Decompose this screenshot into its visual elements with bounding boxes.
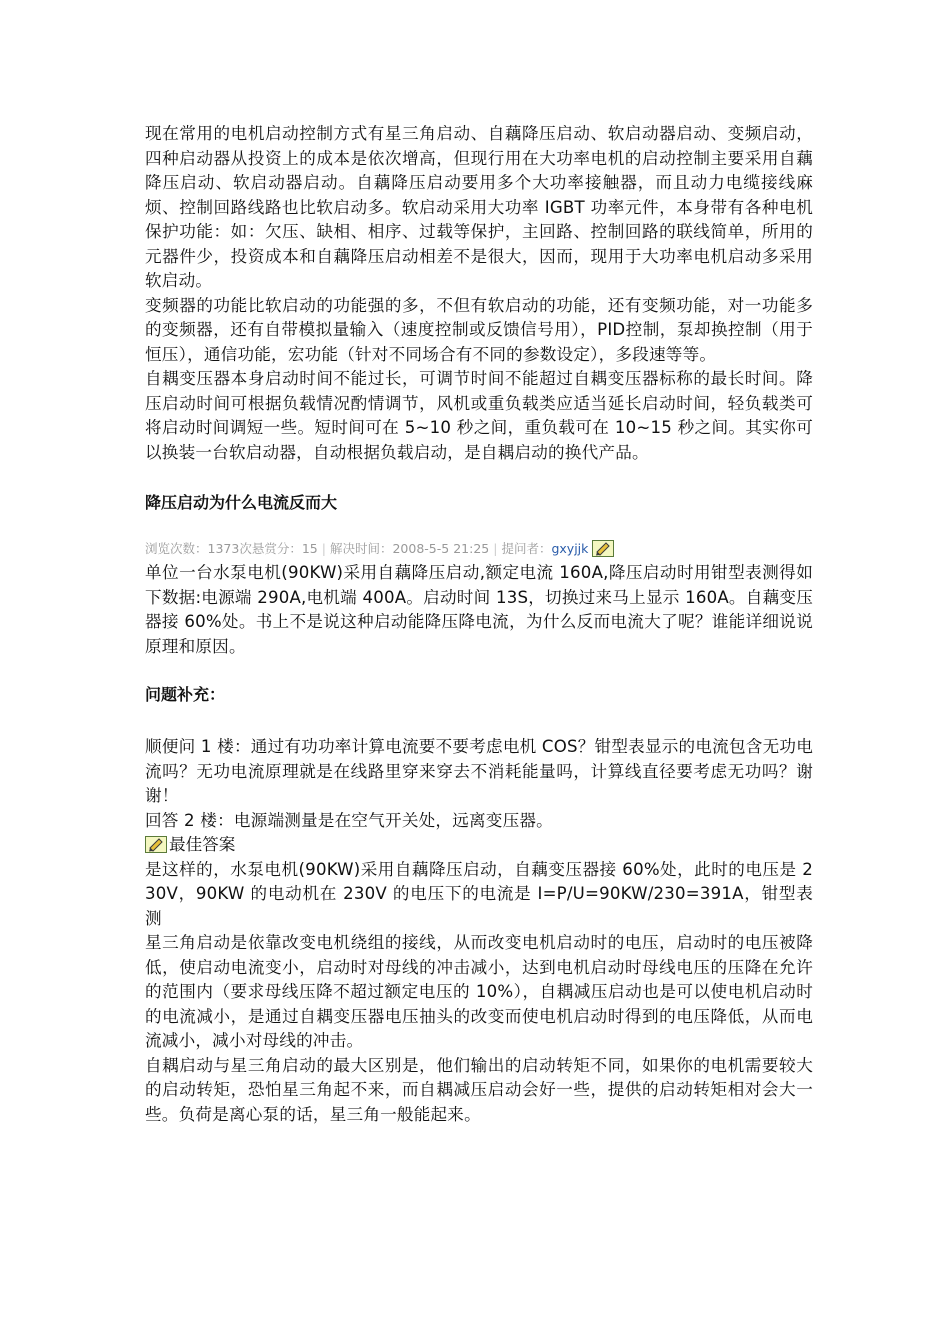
intro-paragraph: 自耦变压器本身启动时间不能过长，可调节时间不能超过自耦变压器标称的最长时间。降压启动时间可根据负载情况酌情调节，风机或重负载类应适当延长启动时间，轻负载类可将启动时间调短一些。短时间可在 5~10 秒之间，重负载可在 10~15 秒之间。其实你可以换装一台软启动器，自动根据负载启动，是自耦启动的换代产品。 xyxy=(145,369,813,462)
answer-paragraph: 是这样的，水泵电机(90KW)采用自藕降压启动，自藕变压器接 60%处，此时的电压是 230V，90KW 的电动机在 230V 的电压下的电流是 I=P/U=90KW/230=391A，钳型表测 xyxy=(145,859,813,928)
intro-section xyxy=(145,122,813,465)
views-label: 浏览次数： xyxy=(145,541,208,556)
intro-paragraph: 变频器的功能比软启动的功能强的多，不但有软启动的功能，还有变频功能，对一功能多的变频器，还有自带模拟量输入（速度控制或反馈信号用），PID控制，泵却换控制（用于恒压），通信功能，宏功能（针对不同场合有不同的参数设定），多段速等等。 xyxy=(145,295,813,364)
supplement-paragraph: 回答 2 楼：电源端测量是在空气开关处，远离变压器。 xyxy=(145,810,553,830)
reward-value: 15 xyxy=(301,541,318,556)
intro-paragraph: 现在常用的电机启动控制方式有星三角启动、自藕降压启动、软启动器启动、变频启动，四种启动器从投资上的成本是依次增高，但现行用在大功率电机的启动控制主要采用自藕降压启动、软启动器启动。自藕降压启动要用多个大功率接触器，而且动力电缆接线麻烦、控制回路线路也比软启动多。软启动采用大功率 IGBT 功率元件，本身带有各种电机保护功能：如：欠压、缺相、相序、过载等保护，主回路、控制回路的联线简单，所用的元器件少，投资成本和自藕降压启动相差不是很大，因而，现用于大功率电机启动多采用软启动。 xyxy=(145,124,813,290)
question-title: 降压启动为什么电流反而大 xyxy=(145,493,338,512)
answer-paragraph: 星三角启动是依靠改变电机绕组的接线，从而改变电机启动时的电压，启动时的电压被降低，使启动电流变小，启动时对母线的冲击减小，达到电机启动时母线电压的压降在允许的范围内（要求母线压降不超过额定电压的 10%），自耦减压启动也是可以使电机启动时的电流减小，是通过自耦变压器电压抽头的改变而使电机启动时得到的电压降低，从而电流减小，减小对母线的冲击。 xyxy=(145,933,813,1050)
document-page xyxy=(145,122,813,1127)
best-answer-label: 最佳答案 xyxy=(169,835,236,854)
solved-label: 解决时间： xyxy=(329,541,393,556)
solved-time: 2008-5-5 21:25 xyxy=(392,541,490,556)
views-count: 1373 xyxy=(207,541,240,556)
meta-separator: | xyxy=(321,541,326,556)
question-meta xyxy=(145,537,813,561)
asker-link[interactable]: gxyjjk xyxy=(551,541,589,556)
best-answer-header xyxy=(145,833,813,858)
question-body: 单位一台水泵电机(90KW)采用自藕降压启动,额定电流 160A,降压启动时用钳型表测得如下数据:电源端 290A,电机端 400A。启动时间 13S，切换过来马上显示 160A。自藕变压器接 60%处。书上不是说这种启动能降压降电流，为什么反而电流大了呢？谁能详细说说原理和原因。 xyxy=(145,563,813,656)
user-badge-icon xyxy=(592,540,614,557)
asker-label: 提问者： xyxy=(501,541,552,556)
best-answer-icon xyxy=(145,836,167,853)
answer-paragraph: 自耦启动与星三角启动的最大区别是，他们输出的启动转矩不同，如果你的电机需要较大的启动转矩，恐怕星三角起不来，而自耦减压启动会好一些，提供的启动转矩相对会大一些。负荷是离心泵的话，星三角一般能起来。 xyxy=(145,1055,813,1124)
supplement-section xyxy=(145,735,813,833)
meta-separator: | xyxy=(493,541,498,556)
supplement-title: 问题补充： xyxy=(145,685,226,704)
reward-label: 次悬赏分： xyxy=(239,541,302,556)
best-answer-section xyxy=(145,858,813,1128)
supplement-paragraph: 顺便问 1 楼：通过有功功率计算电流要不要考虑电机 COS？钳型表显示的电流包含无功电流吗？无功电流原理就是在线路里穿来穿去不消耗能量吗，计算线直径要考虑无功吗？谢谢！ xyxy=(145,737,813,805)
